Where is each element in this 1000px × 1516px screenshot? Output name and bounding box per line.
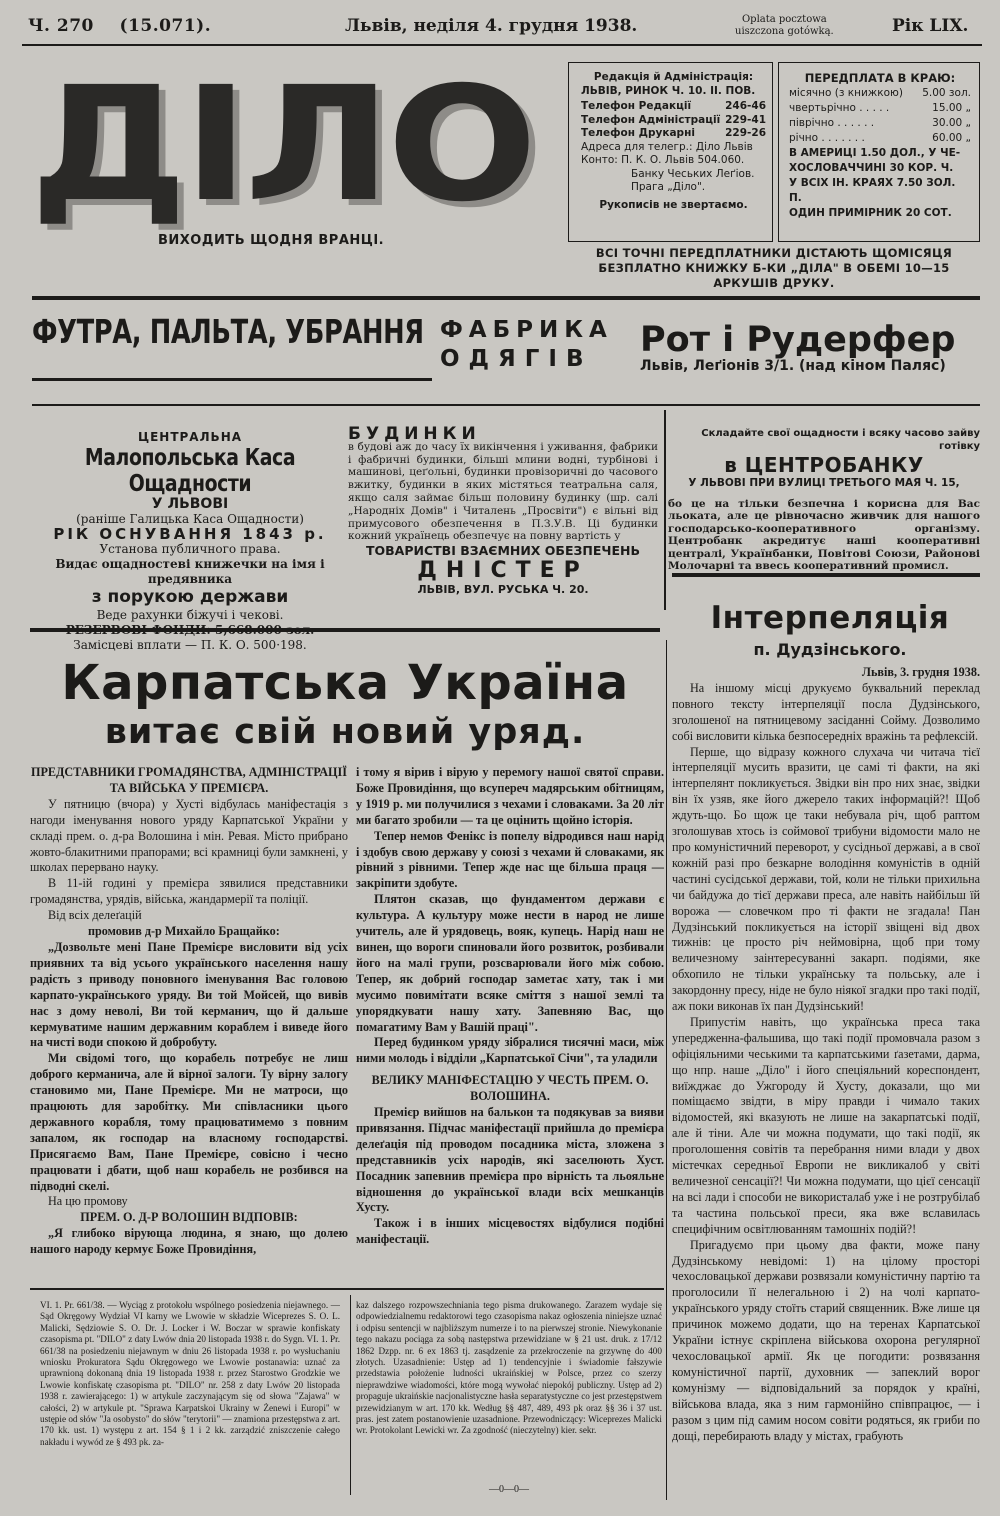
kasa-line: Замісцеві вплати — П. К. О. 500·198. xyxy=(73,638,307,652)
column-divider xyxy=(664,410,666,610)
abroad-price: У ВСІХ ІН. КРАЯХ 7.50 ЗОЛ. П. xyxy=(789,177,956,204)
insurance-company-name: ДНІСТЕР xyxy=(417,557,589,583)
article-paragraph: В 11-ій годині у премієра зявилися представники громадянства, урядів, війська, жандармерії та поліції. xyxy=(30,876,348,907)
main-subheadline: витає свій новий уряд. xyxy=(104,712,586,752)
kasa-line: Веде рахунки біжучі і чекові. xyxy=(96,608,284,622)
section-heading: ВЕЛИКУ МАНІФЕСТАЦІЮ У ЧЕСТЬ ПРЕМ. О. ВОЛОШИНА. xyxy=(371,1073,649,1104)
phone-row: Телефон Адміністрації 229-41 xyxy=(581,113,766,126)
ad-clothing-title: ФУТРА, ПАЛЬТА, УБРАННЯ xyxy=(32,312,424,351)
section-rule xyxy=(32,404,980,406)
interp-dateline: Львів, 3. грудня 1938. xyxy=(861,665,980,679)
kasa-founded: РІК ОСНУВАННЯ 1843 р. xyxy=(53,525,327,543)
ad-company-name: Рот і Рудерфер xyxy=(640,320,956,360)
issue-date: Львів, неділя 4. грудня 1938. xyxy=(345,16,638,36)
insurance-text: в будові аж до часу їх викінчення і уживання, фабрики і фабричні будинки, більші млини водні, турбінові і машинові, цеґольні, будинки провізоричні до часового вжитку, будинки в яких містяться театральна саля, якщо саля займає більш половину будинку (шр. салі „Народніх Домів" і Читалень „Просвіти") є вільні від примусового обезпечення в П.З.У.В. Ці будинки кожний українець обезпечує на повну вартість у xyxy=(348,440,658,543)
interp-rule xyxy=(672,573,980,577)
abroad-price: ХОСЛОВАЧЧИНІ 30 КОР. Ч. xyxy=(789,162,954,174)
article-paragraph: і тому я вірив і вірую у перемогу нашої святої справи. Боже Провидіння, що всупереч мадярським обітницям, у 1919 р. ми получилися з чехами і словаками. За 20 літ ми багато зробили — та це оцінить щойно історія. xyxy=(356,765,664,827)
centrobank-text: бо це на тільки безпечна і корисна для Вас льоката, але це рівночасно живчик для нашого господарсько-кооперативного організму. Центробанк акредитує наші кооперативні централі, Українбанки, Повітові Союзи, Районові Молочарні та ввесь кооперативний промисл. xyxy=(668,497,980,572)
article-paragraph: промовив д-р Михайло Бращайко: xyxy=(88,924,280,939)
article-paragraph: Перед будинком уряду зібралися тисячні маси, між ними молодь і відділи „Карпатської Січи", та уладили xyxy=(356,1035,664,1066)
centrobank-address: У ЛЬВОВІ ПРИ ВУЛИЦІ ТРЕТЬОГО МАЯ Ч. 15, xyxy=(688,477,960,489)
interp-article xyxy=(672,665,980,1444)
kasa-line: (раніше Галицька Каса Ощадности) xyxy=(76,512,304,526)
article-paragraph: Тепер немов Фенікс із попелу відродився наш нарід і здобув свою державу у союзі з чехами й словаками, як рівний з рівними. Тепер жде нас ще більша праця — закріпити здобуте. xyxy=(356,828,664,891)
article-paragraph: Від всіх делеґацій xyxy=(48,908,142,923)
single-copy-price: ОДИН ПРИМІРНИК 20 СОТ. xyxy=(789,207,952,219)
banner-rule-bottom xyxy=(32,378,432,381)
confiscation-notice-1: VI. 1. Pr. 661/38. — Wyciąg z protokołu wspólnego posiedzenia niejawnego. — Sąd Okręgowy Wydział VI karny we Lwowie w składzie Wiceprezes S. O. L. Malicki, Sędziowie S. O. Dr. J. Locker i W. Boczar w sprawie konfiskaty czasopisma pt. "DILO" z daty Lwów dnia 20 listopada 1938 r. do Sygn. VI. 1. Pr. 661/38 na posiedzeniu niejawnym w dniu 26 listopada 1938 r. po wysłuchaniu wniosku Prokuratora Sądu Okręgowego we Lwowie postanawia: uznać za uprawnioną dokonaną dnia 19 listopada 1938 r. przez Starostwo Grodzkie we Lwowie konfiskatę czasopisma pt. "DILO" nr. 258 z daty Lwów 20 listopada 1938 r. zawierającego: 1) w artykule zaczynającym się od słowa "Zajawa" w całości, 2) w artykule pt. "Sprawa Karpatskoi Ukrainy w Żenewi i Europi" w ustępie od słów "Ja osobysto" do słów "terytorii" — znamiona przestępstwa z art. 170 kk. ust. 1) występu z art. 154 § 1 i 2 kk. zarządzić zniszczenie całego nakładu i wywód ze § 493 pk. za- xyxy=(40,1300,341,1447)
insurance-company-label: ТОВАРИСТВІ ВЗАЄМНИХ ОБЕЗПЕЧЕНЬ xyxy=(365,543,641,559)
kasa-line: Установа публичного права. xyxy=(99,542,281,556)
section-heading: ПРЕМ. О. Д-Р ВОЛОШИН ВІДПОВІВ: xyxy=(80,1210,298,1225)
price-row: піврічно . . . . . . 30.00 „ xyxy=(789,117,971,129)
subscription-box xyxy=(778,62,980,242)
account-line: Конто: П. К. О. Львів 504.060. xyxy=(581,154,745,166)
kasa-line: Видає ощадностеві книжечки на імя і предявника xyxy=(55,557,325,586)
main-headline: Карпатська Україна xyxy=(61,655,629,711)
editorial-address: ЛЬВІВ, РИНОК Ч. 10. II. ПОВ. xyxy=(581,84,756,97)
headline-rule xyxy=(30,628,660,632)
insurance-ad xyxy=(348,424,658,597)
centrobank-name: в ЦЕНТРОБАНКУ xyxy=(724,453,924,477)
manuscripts-note: Рукописів не звертаємо. xyxy=(599,198,748,211)
kasa-guarantee: з порукою держави xyxy=(91,587,289,607)
account-line: Прага „Діло". xyxy=(631,181,706,193)
article-paragraph: Плятон сказав, що фундаментом держави є культура. А культуру може нести в народ не лише учитель, але й урядовець, вояк, купець. Нарід наш не винен, що вороги спиновали його розвиток, розбивали його на малі групи, розсварювали його між собою. Тепер, як добрий господар заметає хату, так і ми мусимо повимітати всяке сміття з нашої землі та упорядкувати нашу хату. Запевняю Вас, що помагатиму Вам у Вашій праці". xyxy=(356,892,664,1034)
postage-note: Oplata pocztowa uiszczona gotówką. xyxy=(735,14,834,37)
article-paragraph: „Дозвольте мені Пане Премієре висловити від усіх приявних та від усього українського населення нашу радість з приводу поновного іменування Вас головою карпато-українського уряду. Ви той Мойсей, що вивів нас з дому неволі, Ви той керманич, що й дальше кермуватиме нашим державним кораблем і виведе його на чисті води спокою й добробуту. xyxy=(30,939,348,1050)
confiscation-notice-2: kaz dalszego rozpowszechniania tego pisma drukowanego. Zarazem wydaje się odpowiedzialnemu redaktorowi tego czasopisma nakaz ogłoszenia niniejsze uznać i odpisu sentencji w najbliższym numerze i to na pierwszej stronie. Niewykonanie tego nakazu pociąga za sobą następstwa przewidziane w § 21 ust. druk. z 17/12 1862 Dzpp. nr. 6 ex 1863 tj. zasądzenie za przekroczenie na grzywnę do 400 złotych. Uzasadnienie: Ustęp ad 1) tendencyjnie i świadomie fałszywie przedstawia położenie ludności ukraińskiej w Polsce, przez co szerzy nieprawdziwe wiadomości, które mogą wywołać niepokój publiczny. Ustęp ad 2) propaguje ukraińskie nacjonalistyczne hasła separatystyczne co jest przestępstwem przewidzianym w art. 170 kk. Według §§ 487, 489, 493 pk oraz §§ 36 i 37 ust. pras. jest zatem postanowienie uzasadnione. Przewodniczący: Wiceprezes Malicki wr. Protokolant Lewicki wr. Za zgodność (nieczytelny) kier. sekr. xyxy=(356,1300,662,1436)
ad-company-address: Львів, Леґіонів 3/1. (над кіном Паляс) xyxy=(640,358,946,374)
ad-factory-label: ФАБРИКА ОДЯГІВ xyxy=(440,317,613,372)
article-column-1 xyxy=(30,765,348,1258)
legal-end-mark: —0—0— xyxy=(489,1484,529,1495)
centrobank-ad xyxy=(668,428,980,573)
article-paragraph: Також і в інших місцевостях відбулися подібні маніфестації. xyxy=(356,1216,664,1247)
kasa-name: Малопольська Каса Ощадности xyxy=(84,445,296,497)
kasa-line: У ЛЬВОВІ xyxy=(151,496,229,512)
legal-rule xyxy=(30,1288,664,1290)
phone-row: Телефон Друкарні 229-26 xyxy=(581,127,766,139)
year-volume: Рік LIX. xyxy=(892,16,969,36)
interp-subtitle: п. Дудзінського. xyxy=(753,640,907,659)
article-paragraph: „Я глибоко вірующа людина, я знаю, що долею нашого народу кермує Боже Провидіння, xyxy=(30,1226,348,1257)
legal-divider xyxy=(350,1295,351,1495)
price-row: місячно (з книжкою) 5.00 зол. xyxy=(789,87,971,99)
masthead-tagline: ВИХОДИТЬ ЩОДНЯ ВРАНЦІ. xyxy=(158,233,385,248)
banner-rule-top xyxy=(32,296,980,300)
insurance-heading: БУДИНКИ xyxy=(348,424,481,444)
article-paragraph: На іншому місці друкуємо буквальний переклад повного тексту інтерпеляції посла Дудзінського, зголошеної на пятницевому засіданні Сойму. Дозволимо собі висловити кілька безпосередніх вражінь та рефлексій. xyxy=(672,680,980,743)
masthead-title: ДІЛО xyxy=(30,53,533,237)
price-row: чвертьрічно . . . . . 15.00 „ xyxy=(789,102,971,114)
price-row: річно . . . . . . . 60.00 „ xyxy=(789,132,971,144)
section-heading: ПРЕДСТАВНИКИ ГРОМАДЯНСТВА, АДМІНІСТРАЦІЇ ТА ВІЙСЬКА У ПРЕМІЄРА. xyxy=(30,765,347,795)
insurance-address: ЛЬВІВ, ВУЛ. РУСЬКА Ч. 20. xyxy=(417,582,589,596)
article-paragraph: Пригадуємо при цьому два факти, може пану Дудзінському невідомі: 1) на цілому просторі чехословацької держави розвязали комуністичну партію та проголосили її нелегальною і 2) на чолі карпато-українського уряду стоїть старий священник. Вже лише ця причинок можемо додати, що на теренах Карпатської України істнує скріплена військова охорона регулярної чехословацької армії. Як це погодити: розвязання комуністичної партії, духовник — запеклий ворог комунізму — відповідальний за порядок у країні, військова влада, яка з ним гармонійно співпрацює, — і разом з цим під самим носом совіти родяться, як гриби по дощі, перебирають владу у містах, грабують xyxy=(672,1237,980,1443)
phone-row: Телефон Редакції 246-46 xyxy=(581,100,766,112)
article-paragraph: На цю промову xyxy=(48,1194,128,1209)
subscription-title: ПЕРЕДПЛАТА В КРАЮ: xyxy=(804,71,956,85)
issue-number: Ч. 270 (15.071). xyxy=(28,16,212,36)
centrobank-intro: Складайте свої ощадности і всяку часово зайву готівку xyxy=(701,428,980,452)
top-rule xyxy=(22,44,982,46)
column-divider xyxy=(666,640,667,1500)
account-line: Банку Чеських Леґіов. xyxy=(631,167,755,180)
article-paragraph: Премієр вийшов на балькон та подякував за вияви привязання. Підчас маніфестації прийшла до премієра делеґація під проводом посадника міста, зложена з представників усіх народів, які заселюють Хуст. Посадник запевнив премієра про вірність та льояльне відношення до української влади всіх мешканців Хусту. xyxy=(356,1105,664,1215)
article-paragraph: Ми свідомі того, що корабель потребує не лиш доброго керманича, але й вірної залоги. Ту вірну залогу становимо ми, Пане Премієре. Ми не матроси, що працюють для заробітку. Ми співласники цього державного корабля, тому працюватимемо з повним запалом, як господар на власному господарстві. Присягаємо Вам, Пане Премієре, совісно і чесно працювати і дбати, щоб наш корабель не розбився на підводні скелі. xyxy=(30,1051,348,1193)
article-paragraph: У пятницю (вчора) у Хусті відбулась маніфестація з нагоди іменування нового уряду Карпатської України у складі прем. о. д-ра Волошина і мін. Ревая. Місто прибрано жовто-блакитними прапорами; всі крамниці були замкнені, у школах перервано науку. xyxy=(30,796,348,875)
article-column-2 xyxy=(356,765,664,1248)
interp-title: Інтерпеляція xyxy=(710,600,950,636)
editorial-info-box xyxy=(568,62,773,242)
telegraph-address: Адреса для телегр.: Діло Львів xyxy=(581,140,753,153)
abroad-price: В АМЕРИЦІ 1.50 ДОЛ., У ЧЕ- xyxy=(789,147,961,159)
article-paragraph: Припустім навіть, що українська преса така упередженна-фальшива, що такі події промовчала разом з офіціяльними чеськими та карпатськими ґазетами, дарма, що нпр. наше „Діло" і його спеціяльний кореспондент, виїжджає до Ужгороду й Хусту, доказали, що ми поміщаємо звідти, в міру правди і чимало таких відомостей, які вказують не лише на закарпатські події, але й тіни. Але чи можна подумати, що такі події, як проголошення совітів та перебрання ними влади у двох містечках середньої Европи не викликалоб у світі величезної сенсації?! Чи можна подумати, що цієї сенсації на всі лади і способи не використалаб уже і не розтрубілаб та частина польської преси, яка вже вславилась специфічним освітлюванням тамошніх подій?! xyxy=(672,1014,980,1236)
editorial-title: Редакція й Адміністрація: xyxy=(593,71,754,83)
savings-bank-ad xyxy=(30,430,350,653)
article-paragraph: Перше, що відразу кожного слухача чи читача тієї інтерпеляції мусить вразити, це самі ті факти, на які інтерпелянт покликується. Звідки він про них знає, звідки він їх узяв, яке його джерело таких інформацій?! Щоб ждуть-що. Бо щож це таки небувала річ, щоб раптом зголошував хтось із соймової трибуни відомости мало не про комуністичний переворот, у сусідньої державі, а в свої кожній разі про безкарне володіння комуністів в одній частині сусідської держави, той, коли не тільки прихильна чи байдужа до тієї держави преса, але навіть найбільш їй ворожа — словечком про ті факти не згадала! Пан Дудзінський покликується на історії звіщені від двох тижнів: це просто річ неймовірна, щоб при тому величезному заінтересуванні закарп. подіями, яке обхопило не тільки українську та польську, але і закордонну пресу, ніде не було ніякої згадки про такі події, аж поки виконав їх пан Дудзінський! xyxy=(672,744,980,1014)
kasa-line: ЦЕНТРАЛЬНА xyxy=(137,430,243,444)
free-book-notice: ВСІ ТОЧНІ ПЕРЕДПЛАТНИКИ ДІСТАЮТЬ ЩОМІСЯЦЯ БЕЗПЛАТНО КНИЖКУ Б-КИ „ДІЛА" В ОБЕМІ 10—15 АРКУШІВ ДРУКУ. xyxy=(595,246,953,290)
